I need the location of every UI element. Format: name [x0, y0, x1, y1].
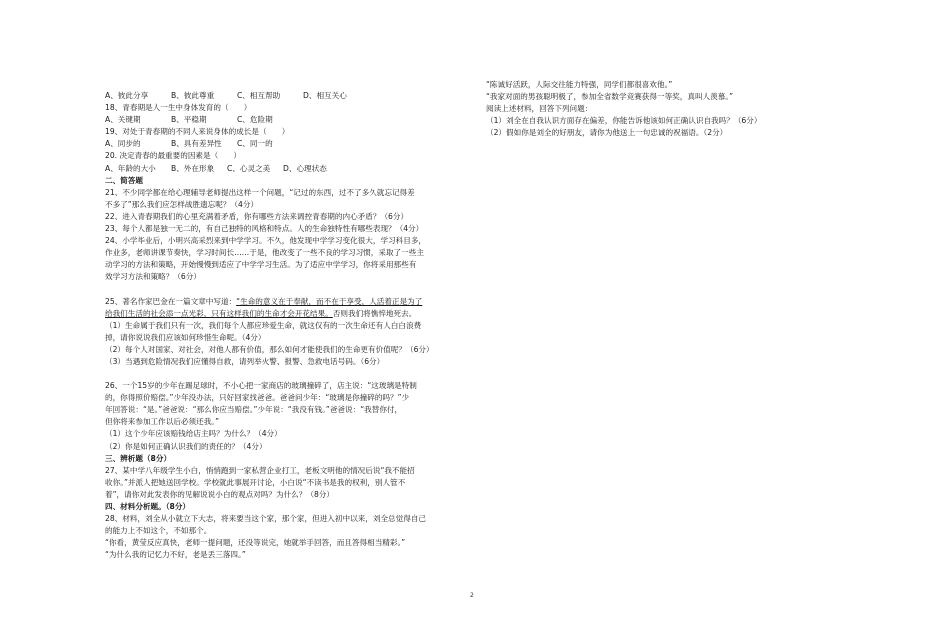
q26-line-4: 但你将来参加工作以后必须还我。” — [105, 417, 220, 427]
q28-line-1: 28、材料，刘全从小就立下大志，将来要当这个家，那个家，但进入初中以来，刘全总觉得自己 — [105, 514, 427, 524]
q24-line-3: 动学习的方法和策略，开始慢慢到适应了中学学习生活。为了适应中学学习，你将采用那些有 — [105, 260, 417, 270]
q24-line-4: 效学习方法和策略？（6分） — [105, 272, 201, 282]
q22-question: 22、进入青春期我们的心里充满着矛盾，你有哪些方法来调控青春期的内心矛盾？（6分） — [105, 211, 409, 221]
q20-option-a: A、年龄的大小 — [105, 163, 156, 173]
q20-option-c: C、心灵之美 — [227, 163, 271, 173]
q17-option-b: B、彼此尊重 — [171, 91, 215, 100]
section-3-title: 三、辨析题（8分） — [105, 453, 172, 463]
q26-line-3: 年回答说：“是。”爸爸说：“那么你应当赔偿。”少年说：“我没有钱。”爸爸说：“我替你付， — [105, 405, 403, 415]
left-column — [105, 90, 470, 561]
q21-line-1: 21、不少同学都在给心理辅导老师提出这样一个问题，“记过的东西，过不了多久就忘记得差 — [105, 187, 415, 197]
q24-line-1: 24、小学毕业后，小明兴高采烈来到中学学习。不久，他发现中学学习变化很大，学习科目多， — [105, 236, 427, 246]
page-number: 2 — [470, 592, 474, 599]
q17-option-a: A、彼此分享 — [105, 91, 149, 100]
q24-line-2: 作业多，老师讲课节奏快，学习时间长……于是，他改变了一些不良的学习习惯，采取了一些主 — [105, 248, 424, 258]
q25-line-4: 掉，请你说说我们应该如何珍惜生命呢。（4分） — [105, 332, 266, 342]
q19-option-c: C、同一的 — [237, 139, 273, 149]
q28-line-3: “你看，黄莹反应真快，老师一提问题，还没等说完，她就举手回答，而且答得相当精彩。” — [105, 538, 406, 548]
q27-line-1: 27、某中学八年级学生小白，悄悄跑到一家私营企业打工，老板文明他的情况后说“我不能招 — [105, 465, 415, 475]
q19-option-a: A、同步的 — [105, 139, 141, 149]
q25-quote-part-3: 否则我们将憔悴地死去。 — [332, 308, 417, 318]
section-4-title: 四、材料分析题。（8分） — [105, 502, 191, 511]
q25-line-1 — [105, 296, 470, 308]
q18-option-c: C、危险期 — [237, 115, 273, 125]
q25-line-6: （3）当遇到危险情况我们应懂得自救，请列举火警、报警、急救电话号码。（6分） — [105, 356, 385, 366]
q28-sub-question-1: （1）刘全在自我认识方面存在偏差，你能告诉他该如何正确认识自我吗？（6分） — [486, 116, 762, 126]
q19-option-b: B、具有差异性 — [171, 139, 222, 149]
q25-intro: 25、著名作家巴金在一篇文章中写道： — [105, 296, 237, 306]
q17-option-c: C、相互帮助 — [237, 91, 281, 100]
material-quote-1: “陈诚好活跃，人际交往能力特强，同学们都很喜欢他。” — [486, 80, 673, 89]
q27-line-3: 着”，请你对此发表你的见解说说小白的观点对吗？为什么？（8分） — [105, 489, 334, 499]
q20-option-d: D、心理状态 — [283, 163, 327, 173]
q20-option-b: B、外在形象 — [171, 163, 215, 173]
q28-sub-question-2: （2）假如你是刘全的好朋友，请你为他送上一句忠诚的祝福语。（2分） — [486, 128, 728, 138]
material-quote-2: “我家对面的男孩聪明极了，参加全省数学竞赛获得一等奖，真叫人羡慕。” — [486, 92, 734, 102]
material-instruction: 阅读上述材料，回答下列问题： — [486, 104, 593, 114]
q17-options — [105, 90, 470, 102]
q18-question: 18、青春期是人一生中身体发育的（ ） — [105, 103, 252, 113]
q28-line-4: “为什么我的记忆力不好，老是丢三落四。” — [105, 550, 246, 560]
q20-options — [105, 163, 470, 175]
q25-quote-part-1: “生命的意义在于奉献，而不在于享受，人活着正是为了 — [236, 296, 423, 306]
q21-line-2: 不多了”那么我们应怎样战胜遗忘呢？（4分） — [105, 199, 259, 209]
section-2-title: 二、简答题 — [105, 175, 143, 185]
q18-option-a: A、关键期 — [105, 115, 141, 125]
q25-line-2 — [105, 308, 470, 320]
q25-line-3: （1）生命属于我们只有一次，我们每个人都应珍爱生命，就这仅有的一次生命还有人白白浪费 — [105, 320, 422, 330]
spacer — [105, 284, 470, 296]
q28-line-2: 的能力上不如这个，不如那个。 — [105, 526, 212, 536]
q26-line-5: （1）这个少年应该赔钱给店主吗？为什么？（4分） — [105, 429, 282, 439]
q19-question: 19、对处于青春期的不同人来说身体的成长是（ ） — [105, 127, 290, 137]
q20-question: 20. 决定青春的最重要的因素是（ ） — [105, 151, 241, 161]
q26-line-1: 26、一个15岁的少年在踢足球时，不小心把一家商店的玻璃撞碎了，店主说：“这玻璃是特制 — [105, 381, 417, 391]
q25-quote-part-2: 给我们生活的社会添一点光彩，只有这样我们的生命才会开花结果。 — [105, 308, 333, 318]
q26-line-2: 的，你得照价赔偿。”少年没办法，只好回家找爸爸。爸爸问少年：“玻璃是你撞碎的吗？”少 — [105, 393, 410, 403]
q26-line-6: （2）你是如何正确认识我们的责任的？（4分） — [105, 441, 267, 451]
q18-option-b: B、平稳期 — [171, 115, 207, 125]
q25-line-5: （2）每个人对国家、对社会，对他人都有价值，那么如何才能使我们的生命更有价值呢？（6分） — [105, 344, 434, 354]
q17-option-d: D、相互关心 — [303, 91, 347, 100]
right-column — [486, 79, 846, 139]
spacer — [105, 368, 470, 380]
q27-line-2: 收你。”并派人把她送回学校。学校就此事展开讨论，小白说“不读书是我的权利，别人管不 — [105, 477, 406, 487]
q23-question: 23、每个人都是独一无二的，有自己独特的风格和特点。人的生命独特性有哪些表现？（4分） — [105, 224, 424, 234]
q18-options — [105, 114, 470, 126]
q19-options — [105, 138, 470, 150]
